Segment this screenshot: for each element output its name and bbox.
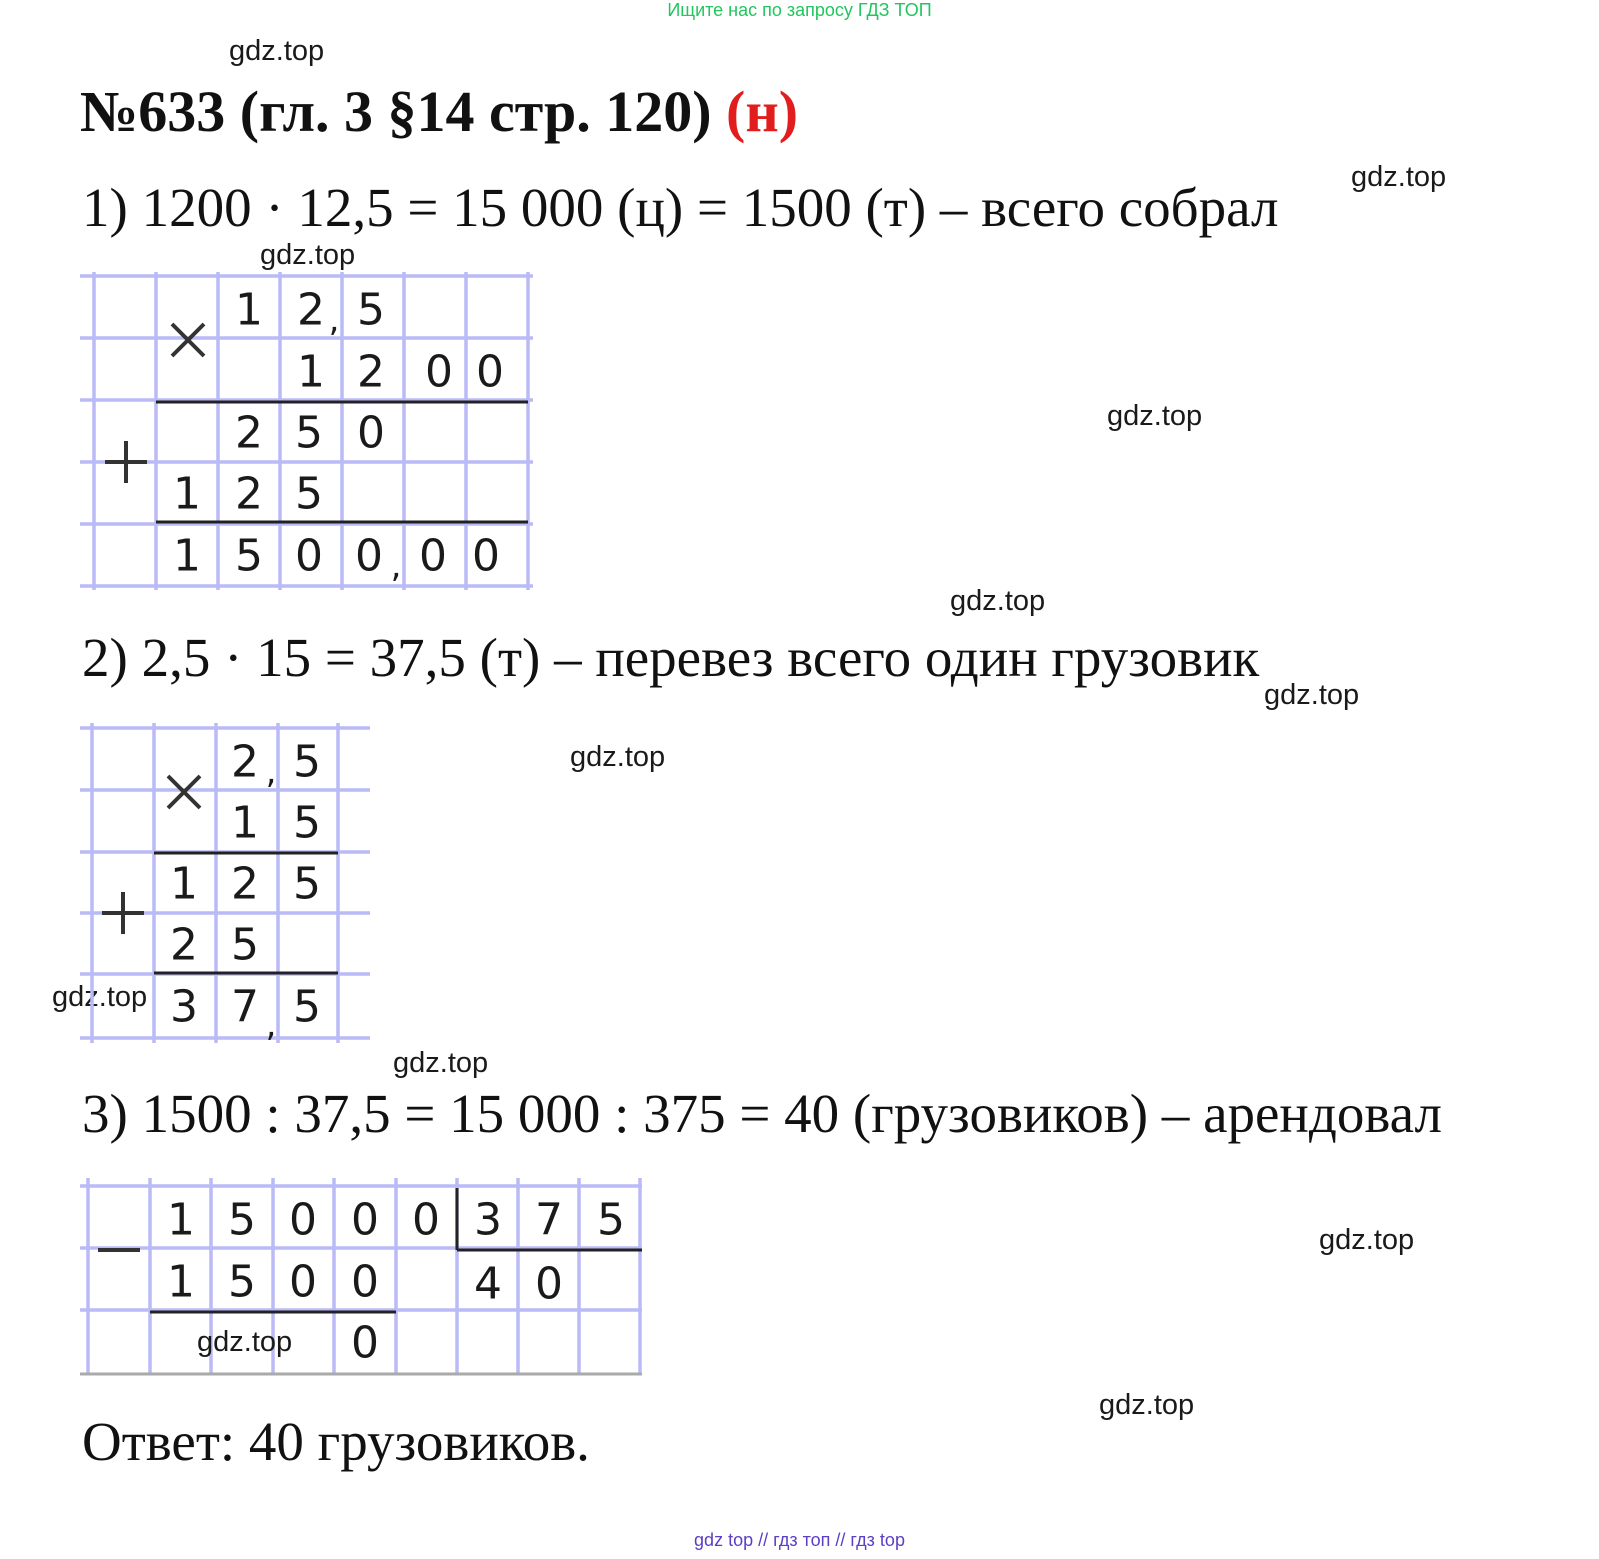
digit: 1 — [297, 346, 325, 398]
watermark: gdz.top — [52, 981, 148, 1013]
digit: 0 — [535, 1258, 563, 1310]
watermark: gdz.top — [1319, 1224, 1415, 1256]
digit: 0 — [357, 407, 385, 459]
digit: 0 — [472, 530, 500, 582]
digit: 0 — [295, 530, 323, 582]
digit: 2 — [170, 919, 198, 971]
calc-1-grid — [80, 272, 535, 592]
step-2: 2) 2,5 · 15 = 37,5 (т) – перевез всего один грузовик — [82, 627, 1260, 688]
digit: 3 — [474, 1194, 502, 1246]
digit: 1 — [167, 1194, 195, 1246]
watermark: gdz.top — [1264, 679, 1360, 711]
digit: 1 — [231, 797, 259, 849]
plus-sign — [102, 892, 144, 934]
watermark: gdz.top — [1099, 1389, 1195, 1421]
digit: 1 — [173, 468, 201, 520]
top-banner: Ищите нас по запросу ГДЗ ТОП — [667, 0, 932, 20]
digit: 0 — [351, 1317, 379, 1369]
digit: 7 — [231, 981, 259, 1033]
decimal-comma: , — [390, 546, 402, 586]
digit: 0 — [289, 1256, 317, 1308]
calc-3-grid — [80, 1178, 646, 1380]
watermark: gdz.top — [950, 585, 1046, 617]
digit: 0 — [425, 346, 453, 398]
watermark: gdz.top — [260, 239, 356, 271]
digit: 4 — [474, 1258, 502, 1310]
digit: 2 — [235, 468, 263, 520]
digit: 1 — [170, 858, 198, 910]
digit: 5 — [295, 468, 323, 520]
answer: Ответ: 40 грузовиков. — [82, 1411, 590, 1472]
footer-links[interactable]: gdz top // гдз топ // гдз top — [694, 1530, 905, 1550]
digit: 0 — [289, 1194, 317, 1246]
digit: 5 — [235, 530, 263, 582]
digit: 0 — [419, 530, 447, 582]
title-tag: (н) — [726, 79, 799, 144]
digit: 2 — [235, 407, 263, 459]
digit: 0 — [351, 1194, 379, 1246]
decimal-comma: , — [265, 1005, 277, 1045]
digit: 5 — [295, 407, 323, 459]
step-3: 3) 1500 : 37,5 = 15 000 : 375 = 40 (грузовиков) – арендовал — [82, 1083, 1442, 1144]
digit: 2 — [297, 284, 325, 336]
plus-sign — [105, 441, 147, 483]
digit: 3 — [170, 981, 198, 1033]
digit: 5 — [228, 1194, 256, 1246]
digit: 1 — [173, 530, 201, 582]
digit: 5 — [597, 1194, 625, 1246]
calc-2-grid — [80, 723, 375, 1048]
digit: 5 — [228, 1256, 256, 1308]
digit: 7 — [535, 1194, 563, 1246]
title-main: №633 (гл. 3 §14 стр. 120) — [80, 79, 712, 144]
digit: 5 — [293, 981, 321, 1033]
digit: 0 — [412, 1194, 440, 1246]
digit: 5 — [293, 736, 321, 788]
digit: 5 — [357, 284, 385, 336]
watermark: gdz.top — [393, 1047, 489, 1079]
decimal-comma: , — [328, 300, 340, 340]
digit: 0 — [351, 1256, 379, 1308]
watermark: gdz.top — [197, 1326, 293, 1358]
page-title — [80, 78, 798, 145]
multiply-sign — [172, 324, 204, 356]
multiply-sign — [168, 776, 200, 808]
digit: 2 — [231, 858, 259, 910]
digit: 2 — [357, 346, 385, 398]
grid-lines — [80, 723, 370, 1043]
digit: 1 — [167, 1256, 195, 1308]
digit: 0 — [476, 346, 504, 398]
decimal-comma: , — [265, 752, 277, 792]
step-1: 1) 1200 · 12,5 = 15 000 (ц) = 1500 (т) – всего собрал — [82, 177, 1279, 238]
digit: 5 — [231, 919, 259, 971]
watermark: gdz.top — [570, 741, 666, 773]
watermark: gdz.top — [229, 35, 325, 67]
digit: 1 — [235, 284, 263, 336]
digit: 5 — [293, 797, 321, 849]
watermark: gdz.top — [1107, 400, 1203, 432]
digit: 0 — [355, 530, 383, 582]
digit: 2 — [231, 736, 259, 788]
digit: 5 — [293, 858, 321, 910]
watermark: gdz.top — [1351, 161, 1447, 193]
